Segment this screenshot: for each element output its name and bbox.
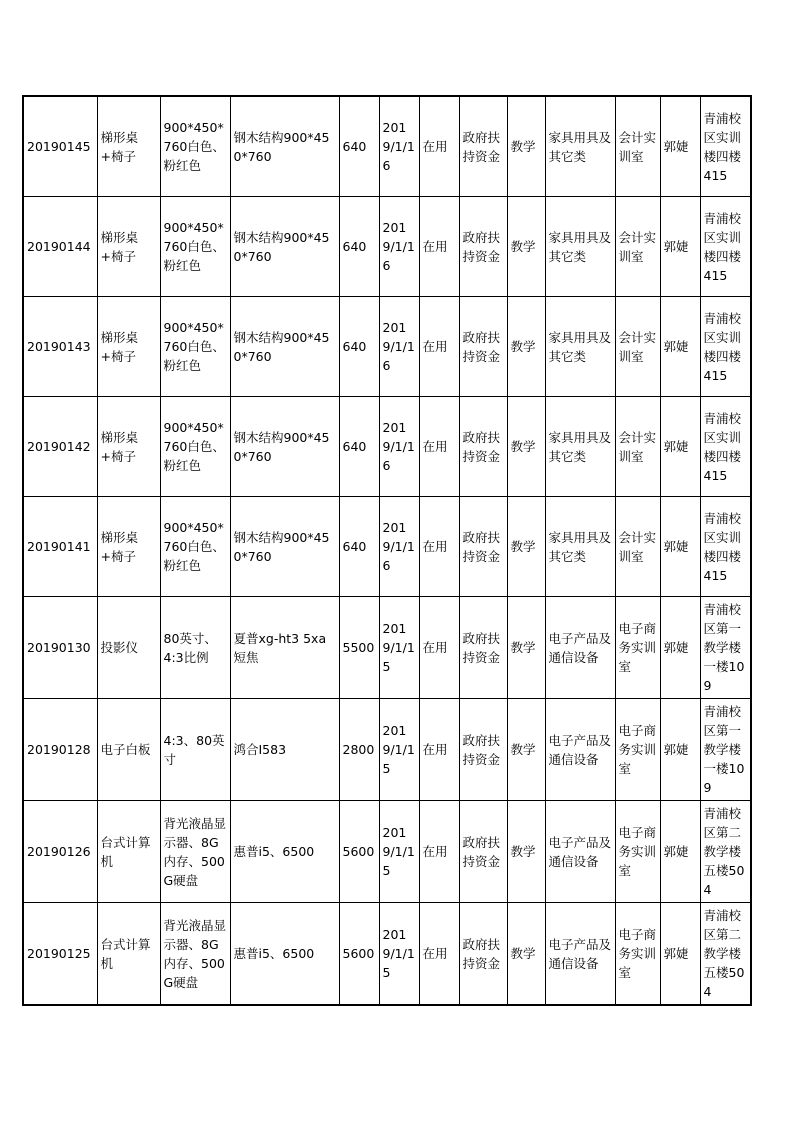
asset-id-cell: 20190125 bbox=[23, 903, 97, 1006]
asset-dept-cell: 电子商务实训室 bbox=[615, 597, 660, 699]
asset-price-cell: 640 bbox=[339, 197, 379, 297]
asset-fund-cell: 政府扶持资金 bbox=[459, 497, 507, 597]
asset-model-cell: 钢木结构900*450*760 bbox=[230, 197, 339, 297]
table-row bbox=[23, 397, 751, 497]
asset-status-cell: 在用 bbox=[419, 699, 459, 801]
asset-fund-cell: 政府扶持资金 bbox=[459, 597, 507, 699]
asset-keeper-cell: 郭婕 bbox=[660, 597, 700, 699]
asset-dept-cell: 会计实训室 bbox=[615, 397, 660, 497]
asset-price-cell: 640 bbox=[339, 497, 379, 597]
table-row bbox=[23, 297, 751, 397]
asset-date-cell: 2019/1/15 bbox=[379, 597, 419, 699]
asset-dept-cell: 会计实训室 bbox=[615, 96, 660, 197]
asset-location-cell: 青浦校区实训楼四楼415 bbox=[700, 96, 751, 197]
asset-use-cell: 教学 bbox=[507, 597, 545, 699]
asset-spec-cell: 900*450*760白色、粉红色 bbox=[160, 197, 230, 297]
asset-model-cell: 钢木结构900*450*760 bbox=[230, 497, 339, 597]
asset-fund-cell: 政府扶持资金 bbox=[459, 699, 507, 801]
asset-location-cell: 青浦校区第一教学楼一楼109 bbox=[700, 699, 751, 801]
asset-use-cell: 教学 bbox=[507, 397, 545, 497]
asset-name-cell: 电子白板 bbox=[97, 699, 160, 801]
asset-spec-cell: 900*450*760白色、粉红色 bbox=[160, 297, 230, 397]
asset-date-cell: 2019/1/16 bbox=[379, 96, 419, 197]
asset-id-cell: 20190130 bbox=[23, 597, 97, 699]
asset-id-cell: 20190126 bbox=[23, 801, 97, 903]
asset-status-cell: 在用 bbox=[419, 801, 459, 903]
asset-model-cell: 鸿合I583 bbox=[230, 699, 339, 801]
asset-use-cell: 教学 bbox=[507, 801, 545, 903]
asset-model-cell: 惠普i5、6500 bbox=[230, 903, 339, 1006]
asset-category-cell: 家具用具及其它类 bbox=[545, 397, 615, 497]
asset-use-cell: 教学 bbox=[507, 96, 545, 197]
asset-table bbox=[22, 95, 752, 1006]
asset-price-cell: 640 bbox=[339, 96, 379, 197]
asset-name-cell: 梯形桌+椅子 bbox=[97, 96, 160, 197]
asset-location-cell: 青浦校区第二教学楼五楼504 bbox=[700, 903, 751, 1006]
asset-name-cell: 梯形桌+椅子 bbox=[97, 197, 160, 297]
asset-name-cell: 投影仪 bbox=[97, 597, 160, 699]
asset-spec-cell: 900*450*760白色、粉红色 bbox=[160, 96, 230, 197]
asset-spec-cell: 4:3、80英寸 bbox=[160, 699, 230, 801]
asset-status-cell: 在用 bbox=[419, 597, 459, 699]
asset-id-cell: 20190141 bbox=[23, 497, 97, 597]
asset-category-cell: 电子产品及通信设备 bbox=[545, 699, 615, 801]
asset-keeper-cell: 郭婕 bbox=[660, 699, 700, 801]
asset-use-cell: 教学 bbox=[507, 699, 545, 801]
asset-price-cell: 5500 bbox=[339, 597, 379, 699]
asset-name-cell: 梯形桌+椅子 bbox=[97, 497, 160, 597]
asset-dept-cell: 会计实训室 bbox=[615, 297, 660, 397]
asset-use-cell: 教学 bbox=[507, 197, 545, 297]
asset-spec-cell: 80英寸、4:3比例 bbox=[160, 597, 230, 699]
asset-use-cell: 教学 bbox=[507, 497, 545, 597]
asset-dept-cell: 电子商务实训室 bbox=[615, 699, 660, 801]
asset-keeper-cell: 郭婕 bbox=[660, 397, 700, 497]
asset-status-cell: 在用 bbox=[419, 497, 459, 597]
asset-date-cell: 2019/1/15 bbox=[379, 903, 419, 1006]
asset-id-cell: 20190144 bbox=[23, 197, 97, 297]
table-row bbox=[23, 903, 751, 1006]
asset-keeper-cell: 郭婕 bbox=[660, 903, 700, 1006]
asset-id-cell: 20190142 bbox=[23, 397, 97, 497]
asset-category-cell: 家具用具及其它类 bbox=[545, 96, 615, 197]
asset-model-cell: 惠普i5、6500 bbox=[230, 801, 339, 903]
asset-category-cell: 电子产品及通信设备 bbox=[545, 597, 615, 699]
asset-id-cell: 20190145 bbox=[23, 96, 97, 197]
asset-category-cell: 家具用具及其它类 bbox=[545, 497, 615, 597]
asset-keeper-cell: 郭婕 bbox=[660, 197, 700, 297]
asset-name-cell: 台式计算机 bbox=[97, 801, 160, 903]
table-row bbox=[23, 699, 751, 801]
table-row bbox=[23, 801, 751, 903]
asset-name-cell: 梯形桌+椅子 bbox=[97, 397, 160, 497]
asset-category-cell: 家具用具及其它类 bbox=[545, 297, 615, 397]
asset-fund-cell: 政府扶持资金 bbox=[459, 397, 507, 497]
asset-fund-cell: 政府扶持资金 bbox=[459, 197, 507, 297]
asset-location-cell: 青浦校区实训楼四楼415 bbox=[700, 197, 751, 297]
asset-status-cell: 在用 bbox=[419, 397, 459, 497]
asset-spec-cell: 900*450*760白色、粉红色 bbox=[160, 497, 230, 597]
asset-dept-cell: 电子商务实训室 bbox=[615, 801, 660, 903]
asset-date-cell: 2019/1/15 bbox=[379, 699, 419, 801]
asset-dept-cell: 电子商务实训室 bbox=[615, 903, 660, 1006]
asset-price-cell: 5600 bbox=[339, 903, 379, 1006]
asset-status-cell: 在用 bbox=[419, 197, 459, 297]
asset-fund-cell: 政府扶持资金 bbox=[459, 801, 507, 903]
asset-location-cell: 青浦校区实训楼四楼415 bbox=[700, 497, 751, 597]
asset-fund-cell: 政府扶持资金 bbox=[459, 297, 507, 397]
asset-spec-cell: 背光液晶显示器、8G内存、500G硬盘 bbox=[160, 903, 230, 1006]
asset-dept-cell: 会计实训室 bbox=[615, 197, 660, 297]
asset-location-cell: 青浦校区实训楼四楼415 bbox=[700, 397, 751, 497]
asset-model-cell: 夏普xg-ht3 5xa短焦 bbox=[230, 597, 339, 699]
asset-spec-cell: 背光液晶显示器、8G内存、500G硬盘 bbox=[160, 801, 230, 903]
asset-fund-cell: 政府扶持资金 bbox=[459, 903, 507, 1006]
asset-category-cell: 电子产品及通信设备 bbox=[545, 903, 615, 1006]
asset-status-cell: 在用 bbox=[419, 903, 459, 1006]
asset-use-cell: 教学 bbox=[507, 903, 545, 1006]
asset-fund-cell: 政府扶持资金 bbox=[459, 96, 507, 197]
asset-name-cell: 梯形桌+椅子 bbox=[97, 297, 160, 397]
table-row bbox=[23, 96, 751, 197]
table-row bbox=[23, 597, 751, 699]
asset-keeper-cell: 郭婕 bbox=[660, 497, 700, 597]
asset-status-cell: 在用 bbox=[419, 96, 459, 197]
asset-model-cell: 钢木结构900*450*760 bbox=[230, 397, 339, 497]
asset-category-cell: 家具用具及其它类 bbox=[545, 197, 615, 297]
asset-price-cell: 640 bbox=[339, 297, 379, 397]
asset-location-cell: 青浦校区第二教学楼五楼504 bbox=[700, 801, 751, 903]
asset-model-cell: 钢木结构900*450*760 bbox=[230, 96, 339, 197]
asset-date-cell: 2019/1/16 bbox=[379, 197, 419, 297]
asset-model-cell: 钢木结构900*450*760 bbox=[230, 297, 339, 397]
asset-keeper-cell: 郭婕 bbox=[660, 801, 700, 903]
asset-date-cell: 2019/1/16 bbox=[379, 397, 419, 497]
asset-use-cell: 教学 bbox=[507, 297, 545, 397]
asset-price-cell: 5600 bbox=[339, 801, 379, 903]
asset-spec-cell: 900*450*760白色、粉红色 bbox=[160, 397, 230, 497]
asset-id-cell: 20190143 bbox=[23, 297, 97, 397]
asset-keeper-cell: 郭婕 bbox=[660, 96, 700, 197]
asset-category-cell: 电子产品及通信设备 bbox=[545, 801, 615, 903]
asset-id-cell: 20190128 bbox=[23, 699, 97, 801]
asset-dept-cell: 会计实训室 bbox=[615, 497, 660, 597]
asset-price-cell: 640 bbox=[339, 397, 379, 497]
table-row bbox=[23, 197, 751, 297]
asset-date-cell: 2019/1/16 bbox=[379, 297, 419, 397]
asset-location-cell: 青浦校区实训楼四楼415 bbox=[700, 297, 751, 397]
asset-name-cell: 台式计算机 bbox=[97, 903, 160, 1006]
asset-status-cell: 在用 bbox=[419, 297, 459, 397]
asset-date-cell: 2019/1/15 bbox=[379, 801, 419, 903]
asset-price-cell: 2800 bbox=[339, 699, 379, 801]
table-row bbox=[23, 497, 751, 597]
asset-date-cell: 2019/1/16 bbox=[379, 497, 419, 597]
asset-keeper-cell: 郭婕 bbox=[660, 297, 700, 397]
asset-location-cell: 青浦校区第一教学楼一楼109 bbox=[700, 597, 751, 699]
